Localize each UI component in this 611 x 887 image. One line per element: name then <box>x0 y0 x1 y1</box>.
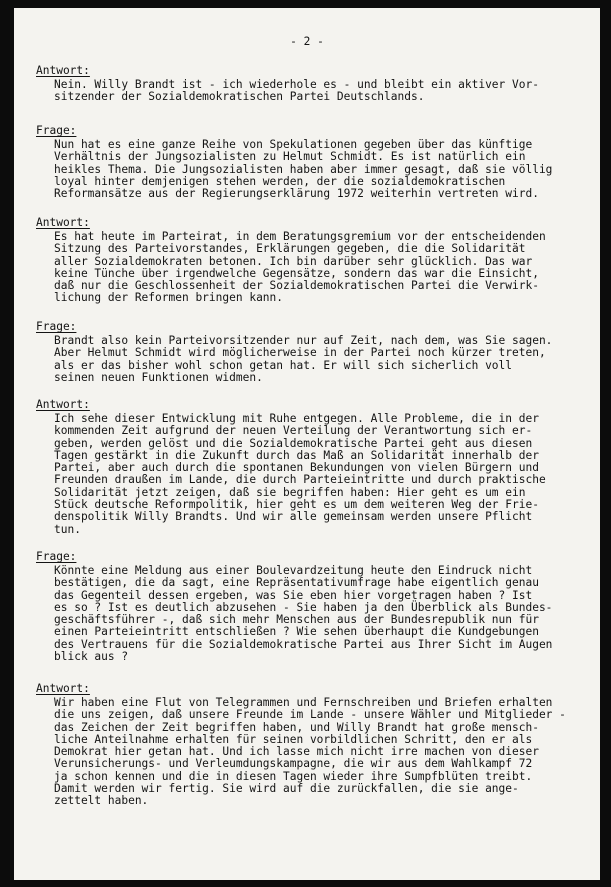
text-line: Ich sehe dieser Entwicklung mit Ruhe entgegen. Alle Probleme, die in der <box>54 412 539 425</box>
text-line: kommenden Zeit aufgrund der neuen Verteilung der Verantwortung sich er- <box>54 424 533 438</box>
text-line: blick aus ? <box>54 650 129 664</box>
answer-label: Antwort: <box>36 64 90 77</box>
text-line: heikles Thema. Die Jungsozialisten haben aber immer gesagt, daß sie völlig <box>54 162 553 176</box>
text-line: das Zeichen der Zeit begriffen haben, und Willy Brandt hat große mensch- <box>54 720 539 734</box>
text-line: Aber Helmut Schmidt wird möglicherweise in der Partei noch kürzer treten, <box>54 346 546 360</box>
question-label: Frage: <box>36 124 77 137</box>
text-line: Wir haben eine Flut von Telegrammen und Fernschreiben und Briefen erhalten <box>54 696 553 709</box>
text-line: Damit werden wir fertig. Sie wird auf die zurückfallen, die sie ange- <box>54 782 519 796</box>
text-line: Demokrat hier getan hat. Und ich lasse mich nicht irre machen von dieser <box>54 745 539 759</box>
text-line: Freunden draußen im Lande, die durch Parteieintritte und durch praktische <box>54 473 546 487</box>
text-line: sitzender der Sozialdemokratischen Partei Deutschlands. <box>54 90 425 104</box>
text-line: Sitzung des Parteivorstandes, Erklärungen gegeben, die die Solidarität <box>54 242 526 256</box>
text-line: Könnte eine Meldung aus einer Boulevardzeitung heute den Eindruck nicht <box>54 564 533 577</box>
text-line: Nein. Willy Brandt ist - ich wiederhole es - und bleibt ein aktiver Vor- <box>54 78 539 91</box>
text-line: geben, werden gelöst und die Sozialdemokratische Partei geht aus diesen <box>54 436 533 450</box>
text-line: ja schon kennen und die in diesen Tagen wieder ihre Sumpfblüten treibt. <box>54 769 533 783</box>
text-line: aller Sozialdemokraten betonen. Ich bin darüber sehr glücklich. Das war <box>54 254 533 268</box>
text-line: bestätigen, die da sagt, eine Repräsentativumfrage habe eigentlich genau <box>54 576 539 590</box>
text-line: tun. <box>54 522 81 536</box>
question-text <box>54 139 594 200</box>
text-line: als er das bisher wohl schon getan hat. Er will sich sicherlich voll <box>54 358 513 372</box>
text-line: Es hat heute im Parteirat, in dem Beratungsgremium vor der entscheidenden <box>54 230 546 243</box>
text-line: die uns zeigen, daß unsere Freunde im Lande - unsere Wähler und Mitglieder - <box>54 708 566 722</box>
text-line: einen Parteieintritt entschließen ? Wie sehen überhaupt die Kundgebungen <box>54 625 539 639</box>
answer-label: Antwort: <box>36 216 90 229</box>
text-line: zettelt haben. <box>54 794 149 808</box>
text-line: daß nur die Geschlossenheit der Sozialdemokratischen Partei die Verwirk- <box>54 279 539 293</box>
text-line: Stück deutsche Reformpolitik, hier geht es um dem weiteren Weg der Frie- <box>54 498 539 512</box>
document-page <box>14 8 600 880</box>
question-label: Frage: <box>36 320 77 333</box>
answer-text <box>54 697 594 808</box>
text-line: Partei, aber auch durch die spontanen Bekundungen von vielen Bürgern und <box>54 461 539 475</box>
text-line: Brandt also kein Parteivorsitzender nur auf Zeit, nach dem, was Sie sagen. <box>54 334 553 347</box>
text-line: Tagen gestärkt in die Zukunft durch das Maß an Solidarität innerhalb der <box>54 448 539 462</box>
answer-label: Antwort: <box>36 398 90 411</box>
question-text <box>54 565 594 663</box>
text-line: lichung der Reformen bringen kann. <box>54 291 284 305</box>
text-line: des Vertrauens für die Sozialdemokratische Partei aus Ihrer Sicht im Augen <box>54 637 553 651</box>
page-number: - 2 - <box>290 35 324 48</box>
answer-text <box>54 413 594 536</box>
text-line: das Gegenteil dessen ergeben, was Sie eben hier vorgetragen haben ? Ist <box>54 588 533 602</box>
text-line: Reformansätze aus der Regierungserklärung 1972 weiterhin vertreten wird. <box>54 187 539 201</box>
text-line: es so ? Ist es deutlich abzusehen - Sie haben ja den Überblick als Bundes- <box>54 600 553 614</box>
answer-label: Antwort: <box>36 682 90 695</box>
text-line: Verunsicherungs- und Verleumdungskampagne, die wir aus dem Wahlkampf 72 <box>54 757 533 771</box>
text-line: denspolitik Willy Brandts. Und wir alle gemeinsam werden unsere Pflicht <box>54 510 533 524</box>
text-line: Solidarität jetzt zeigen, daß sie begriffen haben: Hier geht es um ein <box>54 485 526 499</box>
question-label: Frage: <box>36 550 77 563</box>
text-line: Verhältnis der Jungsozialisten zu Helmut Schmidt. Es ist natürlich ein <box>54 150 526 164</box>
text-line: seinen neuen Funktionen widmen. <box>54 370 263 384</box>
answer-text <box>54 79 594 104</box>
question-text <box>54 335 594 384</box>
answer-text <box>54 231 594 305</box>
text-line: liche Anteilnahme erhalten für seinen vorbildlichen Schritt, den er als <box>54 732 533 746</box>
text-line: Nun hat es eine ganze Reihe von Spekulationen gegeben über das künftige <box>54 138 533 151</box>
text-line: keine Tünche über irgendwelche Gegensätze, sondern das war die Einsicht, <box>54 266 539 280</box>
text-line: loyal hinter demjenigen stehen werden, der die sozialdemokratischen <box>54 174 506 188</box>
text-line: geschäftsführer -, daß sich mehr Menschen aus der Bundesrepublik nun für <box>54 613 539 627</box>
